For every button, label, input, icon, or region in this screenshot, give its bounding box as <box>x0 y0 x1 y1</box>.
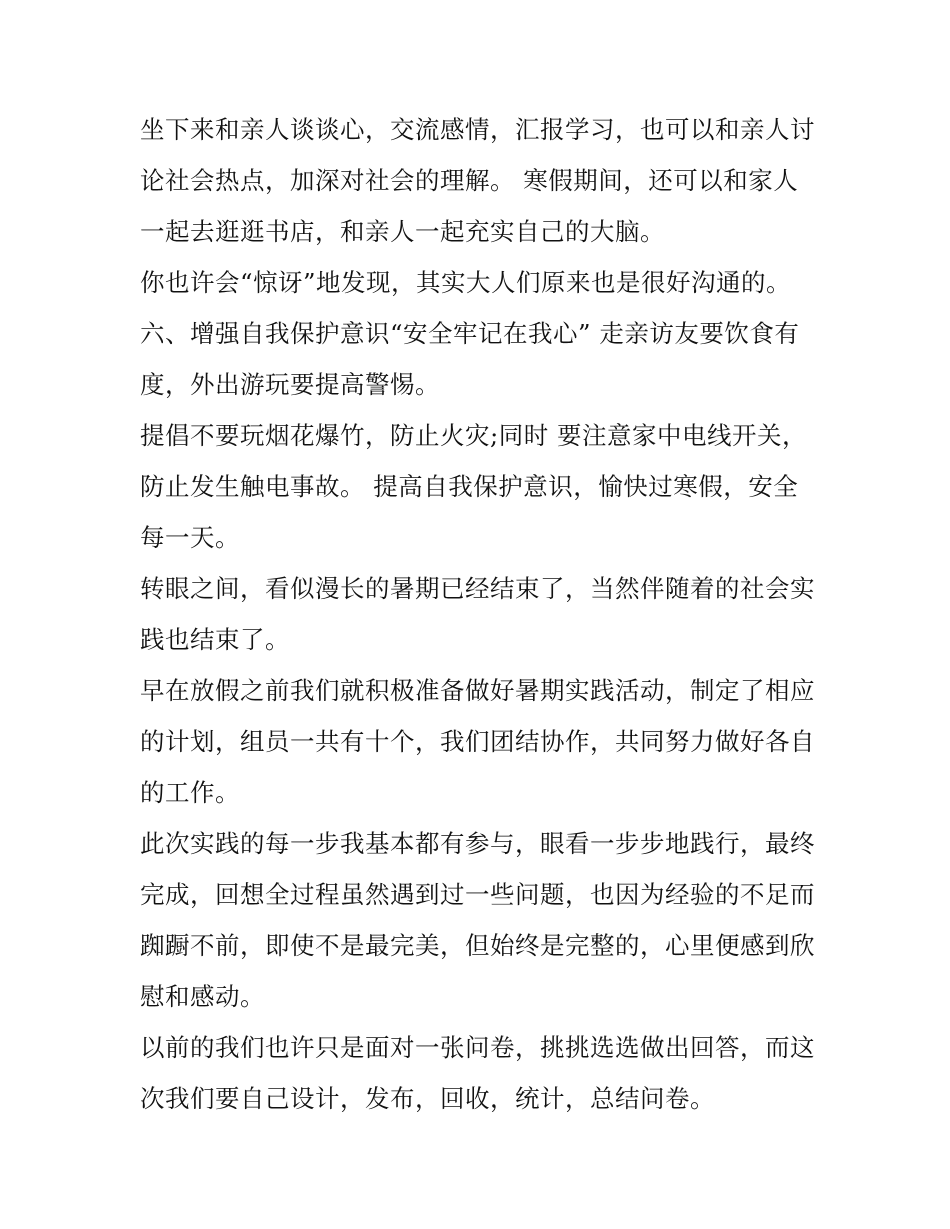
text-line: 提倡不要玩烟花爆竹，防止火灾;同时 要注意家中电线开关， <box>140 421 808 450</box>
text-line: 完成，回想全过程虽然遇到过一些问题，也因为经验的不足而 <box>140 880 815 909</box>
text-line: 一起去逛逛书店，和亲人一起充实自己的大脑。 <box>140 217 665 246</box>
text-line: 你也许会“惊讶”地发现，其实大人们原来也是很好沟通的。 <box>140 268 792 297</box>
text-line: 早在放假之前我们就积极准备做好暑期实践活动，制定了相应 <box>140 676 815 705</box>
document-body <box>140 104 820 1124</box>
text-line: 此次实践的每一步我基本都有参与，眼看一步步地践行，最终 <box>140 829 815 858</box>
text-line: 踟蹰不前，即使不是最完美，但始终是完整的，心里便感到欣 <box>140 931 815 960</box>
text-line: 次我们要自己设计，发布，回收，统计，总结问卷。 <box>140 1084 715 1113</box>
text-line: 论社会热点，加深对社会的理解。 寒假期间，还可以和家人 <box>140 166 799 195</box>
text-line: 慰和感动。 <box>140 982 265 1011</box>
text-line: 防止发生触电事故。 提高自我保护意识，愉快过寒假，安全 <box>140 472 799 501</box>
text-line: 每一天。 <box>140 523 240 552</box>
text-line: 以前的我们也许只是面对一张问卷，挑挑选选做出回答，而这 <box>140 1033 815 1062</box>
text-line: 坐下来和亲人谈谈心，交流感情，汇报学习，也可以和亲人讨 <box>140 115 815 144</box>
text-line: 践也结束了。 <box>140 625 290 654</box>
text-line: 六、增强自我保护意识“安全牢记在我心” 走亲访友要饮食有 <box>140 319 800 348</box>
text-line: 转眼之间，看似漫长的暑期已经结束了，当然伴随着的社会实 <box>140 574 815 603</box>
text-line: 度，外出游玩要提高警惕。 <box>140 370 440 399</box>
text-line: 的工作。 <box>140 778 240 807</box>
text-line: 的计划，组员一共有十个，我们团结协作，共同努力做好各自 <box>140 727 815 756</box>
